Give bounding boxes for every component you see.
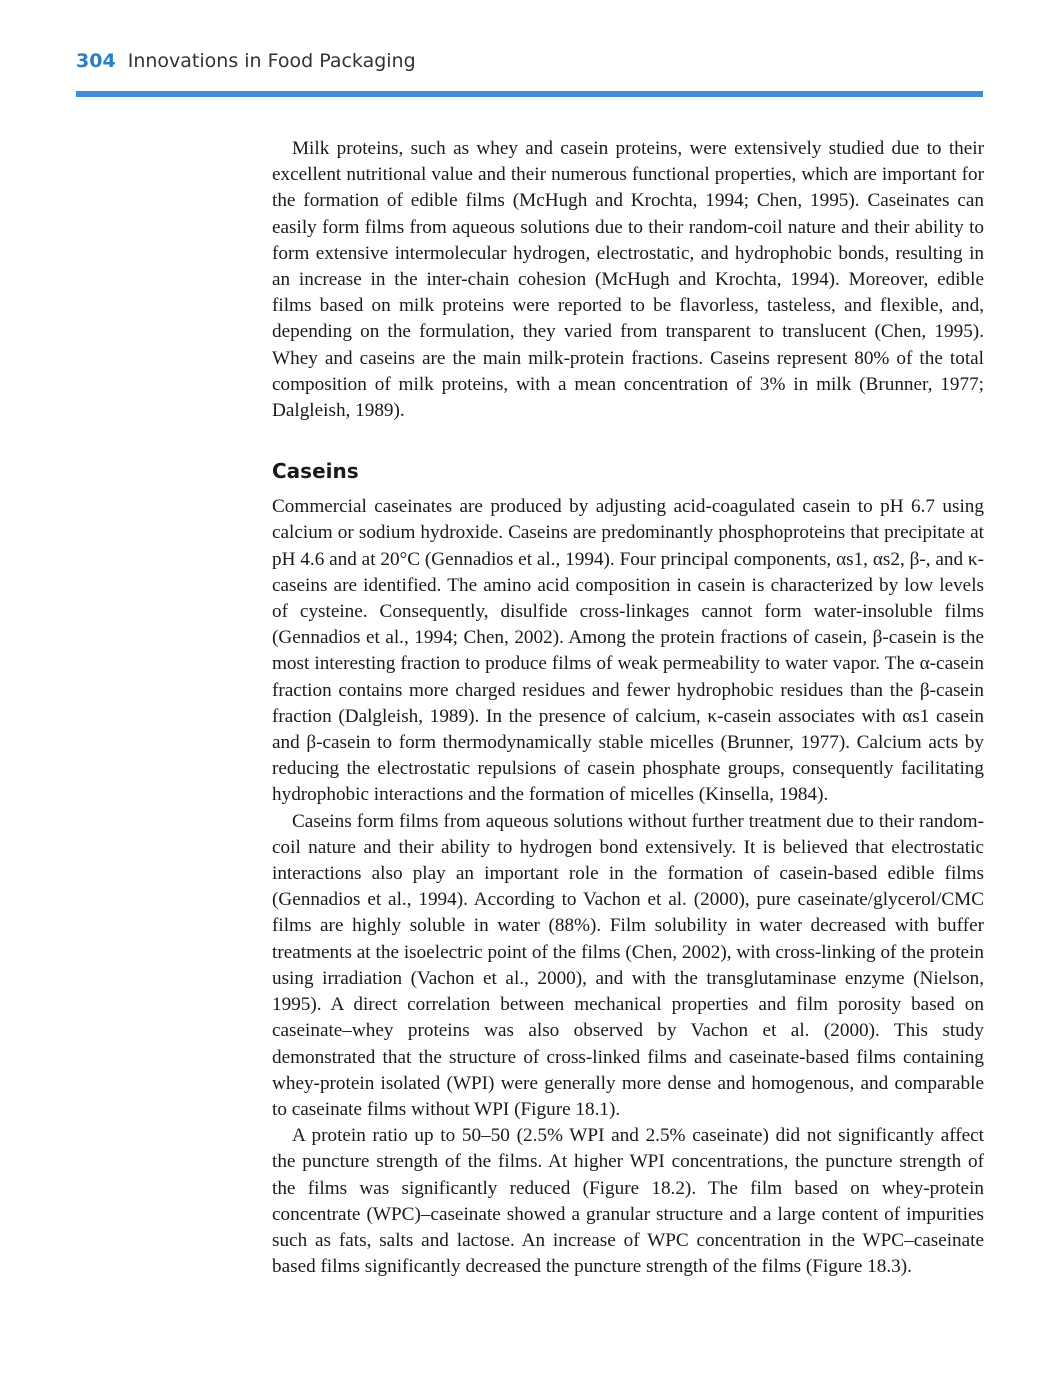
page-number: 304 bbox=[76, 50, 116, 72]
paragraph-caseins-3: A protein ratio up to 50–50 (2.5% WPI and 2.5% caseinate) did not significantly affect the puncture strength of the films. At higher WPI concentrations, the puncture strength of the films was significantly reduced (Figure 18.2). The film based on whey-protein concentrate (WPC)–caseinate showed a granular structure and a large content of impurities such as fats, salts and lactose. An increase of WPC concentration in the WPC–caseinate based films significantly decreased the puncture strength of the films (Figure 18.3). bbox=[272, 1125, 984, 1278]
running-head bbox=[76, 50, 416, 72]
paragraph-caseins-1: Commercial caseinates are produced by adjusting acid-coagulated casein to pH 6.7 using calcium or sodium hydroxide. Caseins are predominantly phosphoproteins that precipitate at pH 4.6 and at 20°C (Gennadios et al., 1994). Four principal components, αs1, αs2, β-, and κ-caseins are identified. The amino acid composition in casein is characterized by low levels of cysteine. Consequently, disulfide cross-linkages cannot form water-insoluble films (Gennadios et al., 1994; Chen, 2002). Among the protein fractions of casein, β-casein is the most interesting fraction to produce films of weak permeability to water vapor. The α-casein fraction contains more charged residues and fewer hydrophobic residues than the β-casein fraction (Dalgleish, 1989). In the presence of calcium, κ-casein associates with αs1 casein and β-casein to form thermodynamically stable micelles (Brunner, 1977). Calcium acts by reducing the electrostatic repulsions of casein phosphate groups, consequently facilitating hydrophobic interactions and the formation of micelles (Kinsella, 1984). bbox=[272, 496, 984, 806]
main-text bbox=[272, 136, 984, 1280]
paragraph-intro: Milk proteins, such as whey and casein proteins, were extensively studied due to their excellent nutritional value and their numerous functional properties, which are important for the formation of edible films (McHugh and Krochta, 1994; Chen, 1995). Caseinates can easily form films from aqueous solutions due to their random-coil nature and their ability to form extensive intermolecular hydrogen, electrostatic, and hydrophobic bonds, resulting in an increase in the inter-chain cohesion (McHugh and Krochta, 1994). Moreover, edible films based on milk proteins were reported to be flavorless, tasteless, and flexible, and, depending on the formulation, they varied from transparent to translucent (Chen, 1995). Whey and caseins are the main milk-protein fractions. Caseins represent 80% of the total composition of milk proteins, with a mean concentration of 3% in milk (Brunner, 1977; Dalgleish, 1989). bbox=[272, 138, 984, 422]
paragraph-caseins-2: Caseins form films from aqueous solutions without further treatment due to their random-coil nature and their ability to hydrogen bond extensively. It is believed that electrostatic interactions also play an important role in the formation of casein-based edible films (Gennadios et al., 1994). According to Vachon et al. (2000), pure caseinate/glycerol/CMC films are highly soluble in water (88%). Film solubility in water decreased with buffer treatments at the isoelectric point of the films (Chen, 2002), with cross-linking of the protein using irradiation (Vachon et al., 2000), and with the transglutaminase enzyme (Nielson, 1995). A direct correlation between mechanical properties and film porosity based on caseinate–whey proteins was also observed by Vachon et al. (2000). This study demonstrated that the structure of cross-linked films and caseinate-based films containing whey-protein isolated (WPI) were generally more dense and homogenous, and comparable to caseinate films without WPI (Figure 18.1). bbox=[272, 810, 984, 1120]
book-title: Innovations in Food Packaging bbox=[127, 50, 416, 72]
section-heading-caseins: Caseins bbox=[272, 459, 359, 484]
header-rule bbox=[76, 91, 983, 97]
